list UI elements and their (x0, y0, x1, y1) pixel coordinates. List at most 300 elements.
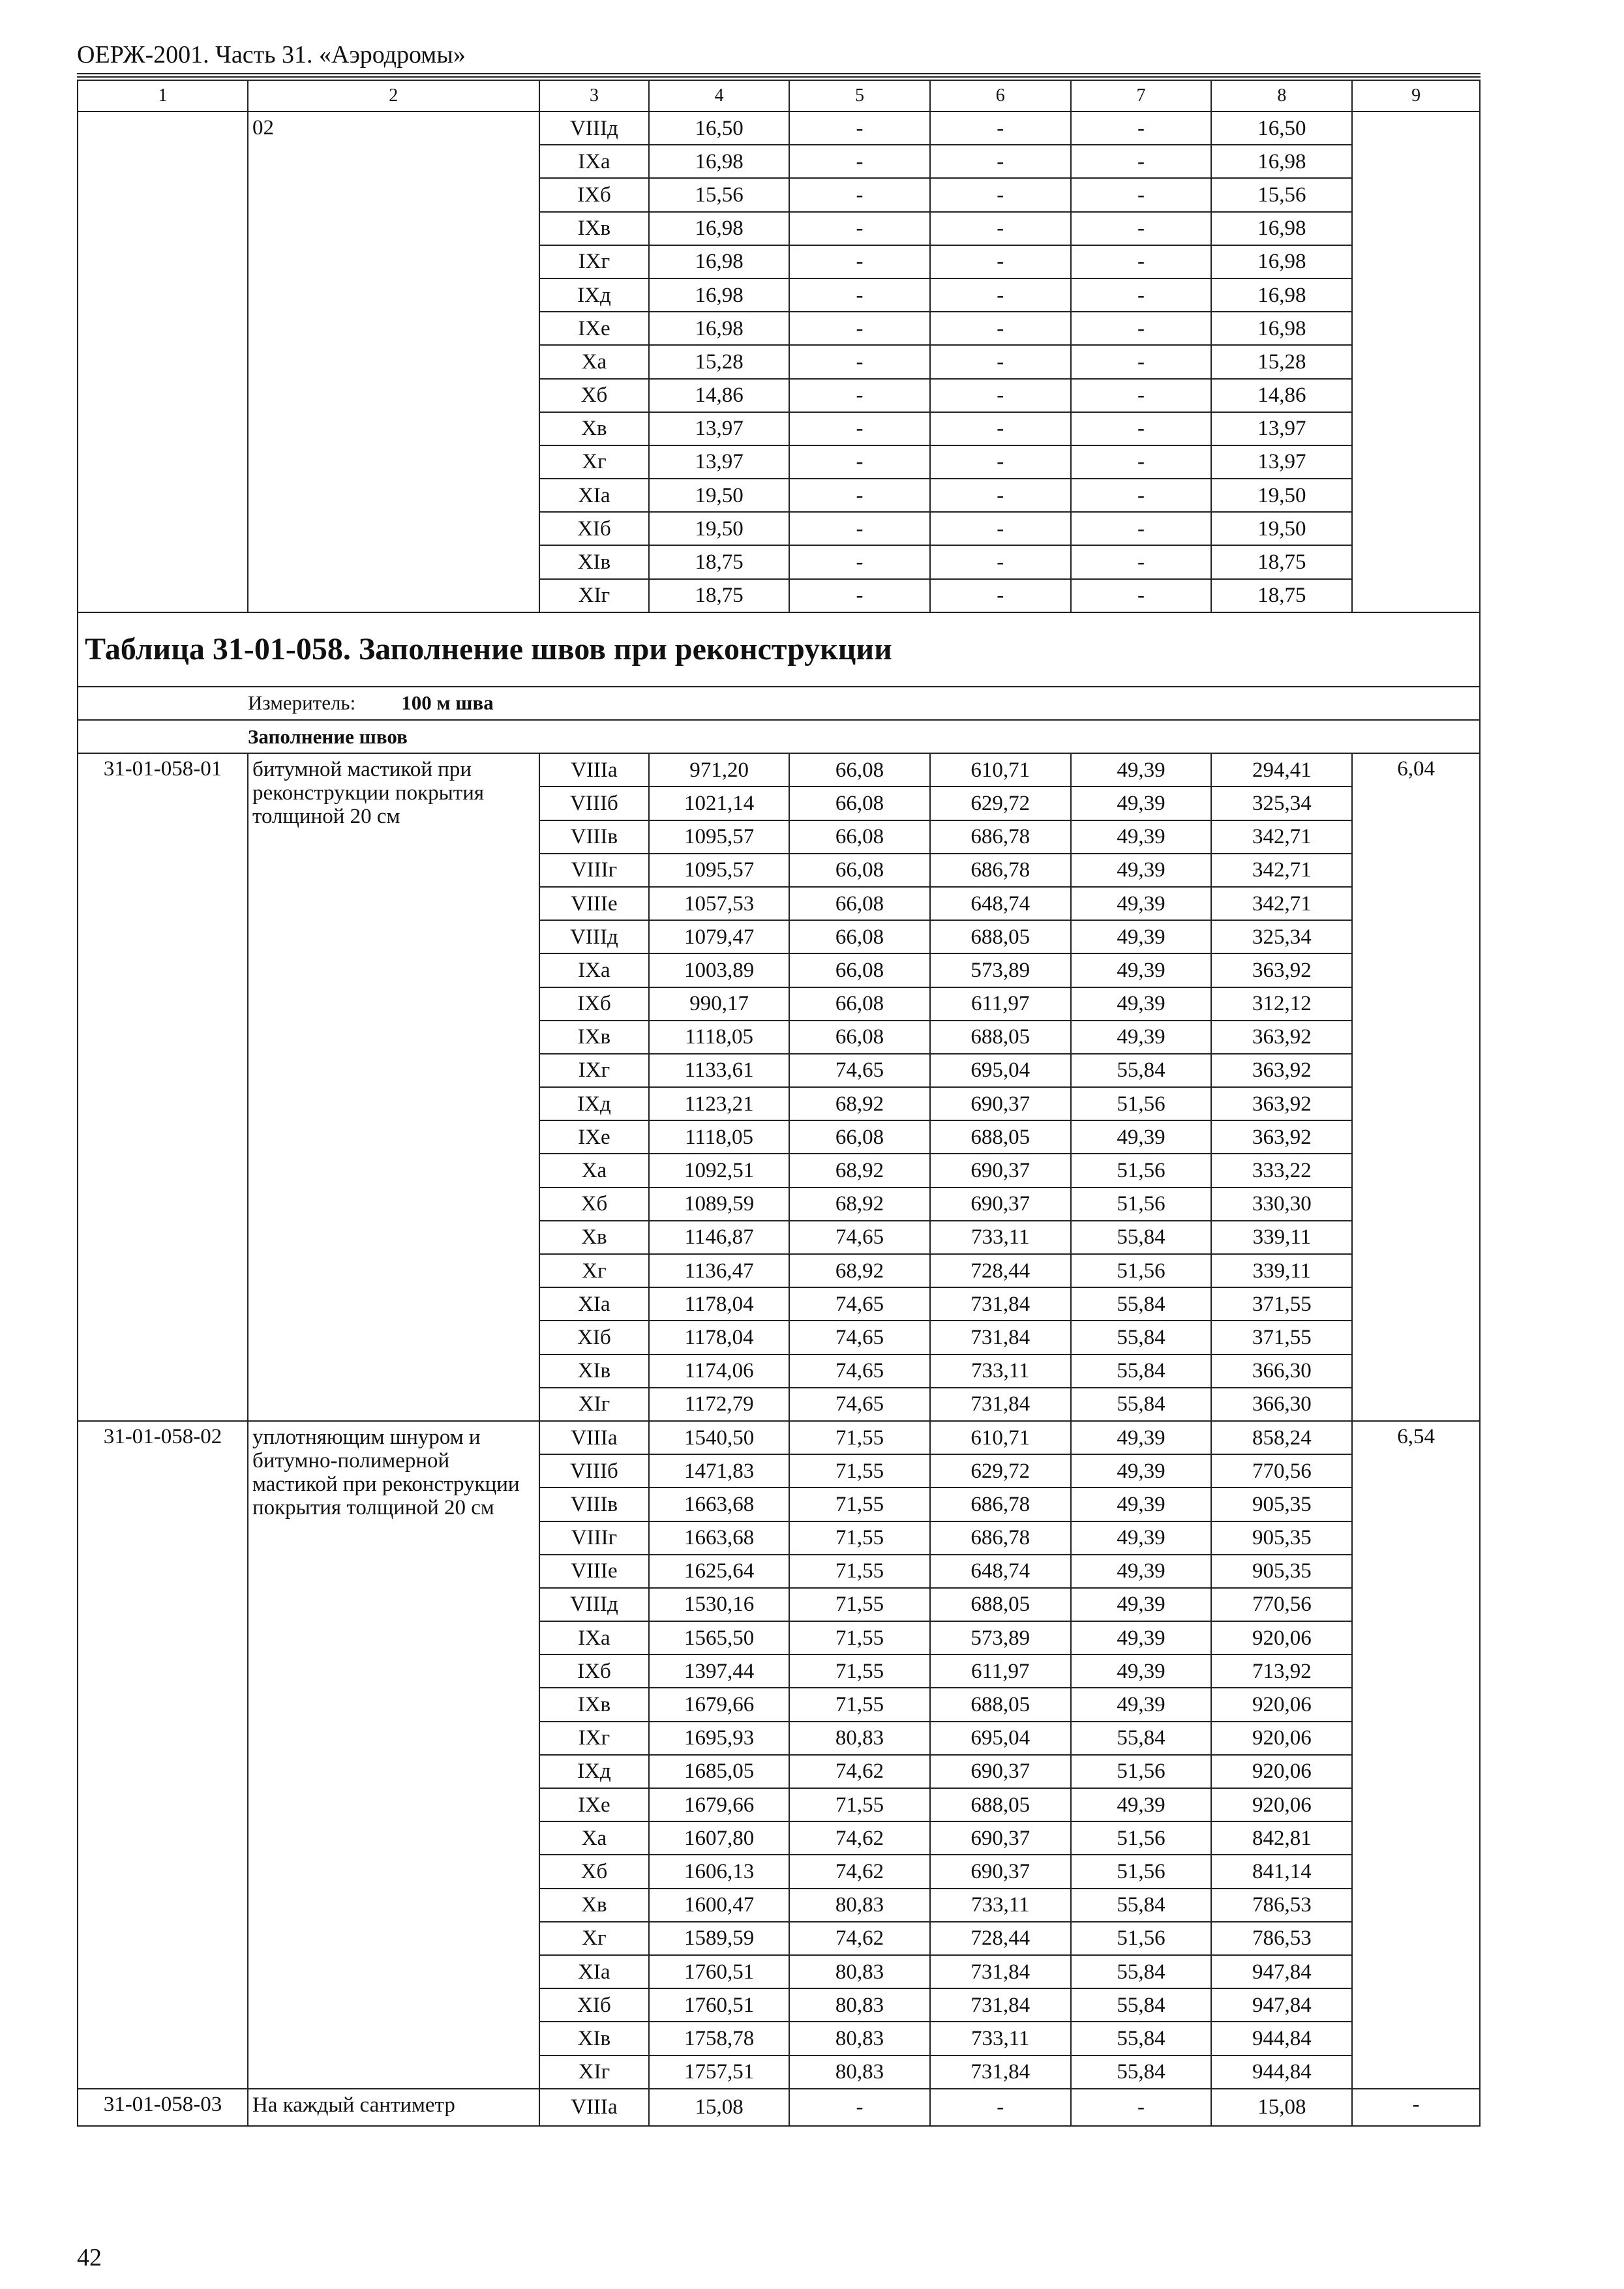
zone-cell: IXa (539, 1621, 650, 1654)
value-cell: - (789, 278, 930, 312)
value-cell: 16,98 (649, 145, 789, 178)
zone-cell: Xa (539, 345, 650, 378)
value-cell: 1003,89 (649, 953, 789, 987)
measure-cell (78, 687, 1480, 720)
rate-code: 31-01-058-03 (78, 2089, 248, 2126)
value-cell: 841,14 (1211, 1855, 1352, 1888)
value-cell: 55,84 (1071, 1321, 1212, 1354)
value-cell: 363,92 (1211, 1021, 1352, 1054)
zone-cell: VIIIв (539, 820, 650, 854)
value-cell: 688,05 (930, 1788, 1071, 1821)
value-cell: 51,56 (1071, 1154, 1212, 1187)
value-cell: 66,08 (789, 786, 930, 820)
zone-cell: VIIIe (539, 887, 650, 920)
value-cell: 80,83 (789, 1722, 930, 1755)
rate-code: 31-01-058-02 (78, 1421, 248, 2089)
value-cell: 16,98 (1211, 145, 1352, 178)
value-cell: 49,39 (1071, 1555, 1212, 1588)
value-cell: 13,97 (649, 412, 789, 445)
value-cell: 49,39 (1071, 1688, 1212, 1721)
value-cell: 71,55 (789, 1555, 930, 1588)
value-cell: 14,86 (649, 379, 789, 412)
header-rule (77, 73, 1481, 74)
value-cell: - (789, 212, 930, 245)
zone-cell: VIIIб (539, 1454, 650, 1488)
zone-cell: VIIIe (539, 1555, 650, 1588)
value-cell: - (1071, 345, 1212, 378)
value-cell: 49,39 (1071, 953, 1212, 987)
value-cell: 330,30 (1211, 1188, 1352, 1221)
value-cell: 74,65 (789, 1321, 930, 1354)
column-number: 7 (1071, 80, 1212, 112)
value-cell: 733,11 (930, 1354, 1071, 1388)
section-row (78, 720, 1480, 753)
rate-code: 31-01-058-01 (78, 753, 248, 1421)
value-cell: 713,92 (1211, 1654, 1352, 1688)
zone-cell: IXв (539, 1021, 650, 1054)
value-cell: - (789, 345, 930, 378)
value-cell: - (1071, 312, 1212, 345)
value-cell: - (789, 379, 930, 412)
value-cell: 49,39 (1071, 1120, 1212, 1154)
value-cell: 363,92 (1211, 1087, 1352, 1120)
value-cell: 686,78 (930, 820, 1071, 854)
value-cell: - (789, 545, 930, 578)
value-cell: 731,84 (930, 1955, 1071, 1988)
value-cell: 947,84 (1211, 1955, 1352, 1988)
value-cell: 51,56 (1071, 1087, 1212, 1120)
value-cell: 80,83 (789, 2022, 930, 2055)
value-cell: 786,53 (1211, 1922, 1352, 1955)
column-number: 6 (930, 80, 1071, 112)
value-cell: 49,39 (1071, 1521, 1212, 1555)
value-cell: 1607,80 (649, 1821, 789, 1855)
value-cell: - (1071, 112, 1212, 145)
value-cell: 51,56 (1071, 1821, 1212, 1855)
value-cell: 371,55 (1211, 1287, 1352, 1321)
value-cell: 68,92 (789, 1087, 930, 1120)
value-cell: 18,75 (649, 579, 789, 612)
zone-cell: IXг (539, 1722, 650, 1755)
zone-cell: Xa (539, 1821, 650, 1855)
value-cell: 66,08 (789, 854, 930, 887)
value-cell: 13,97 (649, 445, 789, 479)
value-cell: - (930, 345, 1071, 378)
rates-table (77, 80, 1481, 2127)
value-cell: 71,55 (789, 1588, 930, 1621)
value-cell: 18,75 (649, 545, 789, 578)
value-cell: 49,39 (1071, 1454, 1212, 1488)
value-cell: 688,05 (930, 920, 1071, 953)
value-cell: 49,39 (1071, 753, 1212, 786)
value-cell: 731,84 (930, 1321, 1071, 1354)
zone-cell: VIIIв (539, 1488, 650, 1521)
zone-cell: Xб (539, 1855, 650, 1888)
value-cell: 49,39 (1071, 1654, 1212, 1688)
table-row (78, 1421, 1480, 1454)
value-cell: - (930, 379, 1071, 412)
value-cell: 363,92 (1211, 1120, 1352, 1154)
value-cell: 16,98 (1211, 312, 1352, 345)
value-cell: 371,55 (1211, 1321, 1352, 1354)
value-cell: 1663,68 (649, 1521, 789, 1555)
value-cell: 16,50 (649, 112, 789, 145)
value-cell: 920,06 (1211, 1755, 1352, 1788)
value-cell: - (1071, 545, 1212, 578)
value-cell: 648,74 (930, 887, 1071, 920)
value-cell: 1057,53 (649, 887, 789, 920)
value-cell: 66,08 (789, 753, 930, 786)
value-cell: 1092,51 (649, 1154, 789, 1187)
zone-cell: Xг (539, 1922, 650, 1955)
zone-cell: VIIIa (539, 1421, 650, 1454)
zone-cell: VIIIa (539, 753, 650, 786)
zone-cell: IXд (539, 1087, 650, 1120)
value-cell: 66,08 (789, 1021, 930, 1054)
value-cell: - (1071, 278, 1212, 312)
zone-cell: IXб (539, 987, 650, 1021)
value-cell: 1021,14 (649, 786, 789, 820)
zone-cell: VIIIг (539, 1521, 650, 1555)
value-cell: 363,92 (1211, 953, 1352, 987)
value-cell: - (1071, 579, 1212, 612)
value-cell: 733,11 (930, 2022, 1071, 2055)
value-cell: 19,50 (1211, 512, 1352, 545)
value-cell: 49,39 (1071, 887, 1212, 920)
zone-cell: XIв (539, 2022, 650, 2055)
value-cell: 71,55 (789, 1454, 930, 1488)
zone-cell: Xб (539, 379, 650, 412)
section-heading: Заполнение швов (78, 720, 1480, 753)
value-cell: - (789, 178, 930, 211)
zone-cell: VIIIд (539, 112, 650, 145)
value-cell: 1663,68 (649, 1488, 789, 1521)
value-cell: 55,84 (1071, 1388, 1212, 1421)
value-cell: 648,74 (930, 1555, 1071, 1588)
page-header: ОЕРЖ-2001. Часть 31. «Аэродромы» (77, 41, 466, 68)
value-cell: 14,86 (1211, 379, 1352, 412)
value-cell: 1695,93 (649, 1722, 789, 1755)
value-cell: - (1071, 445, 1212, 479)
value-cell: 1606,13 (649, 1855, 789, 1888)
value-cell: - (789, 445, 930, 479)
value-cell: 920,06 (1211, 1621, 1352, 1654)
value-cell: 690,37 (930, 1087, 1071, 1120)
column-number: 1 (78, 80, 248, 112)
value-cell: 339,11 (1211, 1221, 1352, 1254)
value-cell: - (930, 579, 1071, 612)
value-cell: 13,97 (1211, 445, 1352, 479)
value-cell: 49,39 (1071, 1588, 1212, 1621)
value-cell: - (1071, 512, 1212, 545)
zone-cell: IXa (539, 145, 650, 178)
zone-cell: XIб (539, 512, 650, 545)
value-cell: 49,39 (1071, 1621, 1212, 1654)
value-cell: 15,56 (1211, 178, 1352, 211)
value-cell: 342,71 (1211, 854, 1352, 887)
value-cell: - (930, 245, 1071, 278)
value-cell: - (1071, 412, 1212, 445)
value-cell: 1118,05 (649, 1120, 789, 1154)
value-cell: 333,22 (1211, 1154, 1352, 1187)
value-cell: 51,56 (1071, 1254, 1212, 1287)
rate-code (78, 112, 248, 612)
value-cell: - (930, 312, 1071, 345)
zone-cell: XIa (539, 1287, 650, 1321)
value-cell: 71,55 (789, 1488, 930, 1521)
value-cell: 695,04 (930, 1054, 1071, 1087)
value-cell: - (930, 445, 1071, 479)
value-cell: 690,37 (930, 1154, 1071, 1187)
table-title-row (78, 612, 1480, 687)
zone-cell: IXe (539, 1120, 650, 1154)
value-cell: 55,84 (1071, 1988, 1212, 2022)
value-cell: 49,39 (1071, 820, 1212, 854)
rate-description: 02 (248, 112, 539, 612)
value-cell: 49,39 (1071, 920, 1212, 953)
value-cell: 731,84 (930, 1988, 1071, 2022)
value-cell: 611,97 (930, 1654, 1071, 1688)
column-number: 5 (789, 80, 930, 112)
table-row (78, 753, 1480, 786)
value-cell: 1600,47 (649, 1889, 789, 1922)
value-cell: 16,98 (1211, 212, 1352, 245)
value-cell: - (930, 412, 1071, 445)
value-cell: 611,97 (930, 987, 1071, 1021)
value-cell: 80,83 (789, 1988, 930, 2022)
value-cell: 1146,87 (649, 1221, 789, 1254)
table-title: Таблица 31-01-058. Заполнение швов при реконструкции (78, 612, 1480, 687)
value-cell: 19,50 (1211, 479, 1352, 512)
value-cell: 770,56 (1211, 1588, 1352, 1621)
value-cell: - (1071, 245, 1212, 278)
value-cell: 686,78 (930, 854, 1071, 887)
value-cell: 55,84 (1071, 2056, 1212, 2089)
value-cell: - (789, 512, 930, 545)
value-cell: 1174,06 (649, 1354, 789, 1388)
value-cell: 66,08 (789, 820, 930, 854)
zone-cell: IXe (539, 1788, 650, 1821)
value-cell: 49,39 (1071, 854, 1212, 887)
value-cell: 1679,66 (649, 1688, 789, 1721)
value-cell: 55,84 (1071, 1722, 1212, 1755)
measure-label: Измеритель: (248, 691, 356, 715)
value-cell: 731,84 (930, 1388, 1071, 1421)
value-cell: 55,84 (1071, 1287, 1212, 1321)
zone-cell: Xв (539, 412, 650, 445)
value-cell: 49,39 (1071, 987, 1212, 1021)
value-cell: 16,50 (1211, 112, 1352, 145)
labor-cost-cell: 6,54 (1352, 1421, 1480, 2089)
value-cell: 66,08 (789, 1120, 930, 1154)
value-cell: - (789, 245, 930, 278)
value-cell: 74,65 (789, 1221, 930, 1254)
value-cell: 51,56 (1071, 1922, 1212, 1955)
value-cell: 71,55 (789, 1654, 930, 1688)
value-cell: 15,28 (649, 345, 789, 378)
value-cell: 294,41 (1211, 753, 1352, 786)
column-number: 4 (649, 80, 789, 112)
value-cell: 688,05 (930, 1120, 1071, 1154)
zone-cell: VIIIг (539, 854, 650, 887)
zone-cell: IXe (539, 312, 650, 345)
value-cell: 731,84 (930, 1287, 1071, 1321)
value-cell: 1471,83 (649, 1454, 789, 1488)
value-cell: 1760,51 (649, 1955, 789, 1988)
value-cell: 1133,61 (649, 1054, 789, 1087)
zone-cell: IXг (539, 1054, 650, 1087)
value-cell: 71,55 (789, 1621, 930, 1654)
zone-cell: IXa (539, 953, 650, 987)
value-cell: 905,35 (1211, 1521, 1352, 1555)
value-cell: 1178,04 (649, 1321, 789, 1354)
zone-cell: XIб (539, 1988, 650, 2022)
value-cell: - (930, 545, 1071, 578)
value-cell: 15,08 (649, 2089, 789, 2126)
value-cell: 1589,59 (649, 1922, 789, 1955)
value-cell: - (1071, 379, 1212, 412)
zone-cell: Xв (539, 1221, 650, 1254)
value-cell: 1089,59 (649, 1188, 789, 1221)
value-cell: - (1071, 178, 1212, 211)
value-cell: - (930, 112, 1071, 145)
zone-cell: IXг (539, 245, 650, 278)
column-number: 9 (1352, 80, 1480, 112)
rate-description: На каждый сантиметр (248, 2089, 539, 2126)
value-cell: 688,05 (930, 1688, 1071, 1721)
value-cell: 728,44 (930, 1254, 1071, 1287)
zone-cell: XIa (539, 479, 650, 512)
value-cell: 858,24 (1211, 1421, 1352, 1454)
value-cell: 74,65 (789, 1388, 930, 1421)
value-cell: 786,53 (1211, 1889, 1352, 1922)
value-cell: 16,98 (649, 212, 789, 245)
value-cell: 971,20 (649, 753, 789, 786)
value-cell: 68,92 (789, 1154, 930, 1187)
labor-cost-cell (1352, 112, 1480, 612)
value-cell: 690,37 (930, 1821, 1071, 1855)
value-cell: 573,89 (930, 1621, 1071, 1654)
value-cell: 573,89 (930, 953, 1071, 987)
value-cell: 55,84 (1071, 1955, 1212, 1988)
value-cell: 80,83 (789, 1889, 930, 1922)
table-row (78, 2089, 1480, 2126)
value-cell: 1540,50 (649, 1421, 789, 1454)
table-row (78, 112, 1480, 145)
value-cell: 1679,66 (649, 1788, 789, 1821)
value-cell: 13,97 (1211, 412, 1352, 445)
value-cell: 733,11 (930, 1889, 1071, 1922)
value-cell: 905,35 (1211, 1555, 1352, 1588)
value-cell: 1095,57 (649, 854, 789, 887)
value-cell: 66,08 (789, 920, 930, 953)
column-number: 2 (248, 80, 539, 112)
value-cell: 15,28 (1211, 345, 1352, 378)
zone-cell: IXв (539, 212, 650, 245)
value-cell: 15,08 (1211, 2089, 1352, 2126)
zone-cell: XIб (539, 1321, 650, 1354)
value-cell: - (789, 479, 930, 512)
value-cell: 55,84 (1071, 1889, 1212, 1922)
value-cell: 55,84 (1071, 1354, 1212, 1388)
zone-cell: IXд (539, 1755, 650, 1788)
value-cell: 944,84 (1211, 2056, 1352, 2089)
value-cell: 55,84 (1071, 2022, 1212, 2055)
value-cell: 18,75 (1211, 579, 1352, 612)
value-cell: 80,83 (789, 2056, 930, 2089)
value-cell: - (1071, 2089, 1212, 2126)
value-cell: 51,56 (1071, 1855, 1212, 1888)
value-cell: 1136,47 (649, 1254, 789, 1287)
value-cell: - (1071, 479, 1212, 512)
value-cell: 74,65 (789, 1287, 930, 1321)
value-cell: - (930, 212, 1071, 245)
zone-cell: XIв (539, 1354, 650, 1388)
value-cell: 1178,04 (649, 1287, 789, 1321)
value-cell: 66,08 (789, 987, 930, 1021)
page-number: 42 (77, 2244, 102, 2271)
value-cell: - (789, 579, 930, 612)
value-cell: 1172,79 (649, 1388, 789, 1421)
value-cell: 16,98 (1211, 278, 1352, 312)
value-cell: - (930, 145, 1071, 178)
value-cell: 1123,21 (649, 1087, 789, 1120)
value-cell: 68,92 (789, 1254, 930, 1287)
value-cell: 16,98 (1211, 245, 1352, 278)
value-cell: 944,84 (1211, 2022, 1352, 2055)
value-cell: 947,84 (1211, 1988, 1352, 2022)
value-cell: 74,62 (789, 1821, 930, 1855)
column-number: 3 (539, 80, 650, 112)
value-cell: - (1071, 212, 1212, 245)
value-cell: 74,62 (789, 1755, 930, 1788)
value-cell: 1095,57 (649, 820, 789, 854)
measure-row (78, 687, 1480, 720)
value-cell: 690,37 (930, 1855, 1071, 1888)
value-cell: 74,62 (789, 1922, 930, 1955)
value-cell: 920,06 (1211, 1788, 1352, 1821)
value-cell: - (789, 412, 930, 445)
zone-cell: XIг (539, 1388, 650, 1421)
column-number-row (78, 80, 1480, 112)
value-cell: - (789, 2089, 930, 2126)
value-cell: 1397,44 (649, 1654, 789, 1688)
value-cell: 1760,51 (649, 1988, 789, 2022)
zone-cell: Xг (539, 1254, 650, 1287)
value-cell: 731,84 (930, 2056, 1071, 2089)
value-cell: 686,78 (930, 1521, 1071, 1555)
zone-cell: XIa (539, 1955, 650, 1988)
value-cell: 1758,78 (649, 2022, 789, 2055)
value-cell: 68,92 (789, 1188, 930, 1221)
value-cell: 49,39 (1071, 1788, 1212, 1821)
zone-cell: Xб (539, 1188, 650, 1221)
value-cell: 629,72 (930, 786, 1071, 820)
labor-cost-cell: - (1352, 2089, 1480, 2126)
value-cell: 1530,16 (649, 1588, 789, 1621)
zone-cell: Xг (539, 445, 650, 479)
value-cell: 49,39 (1071, 1021, 1212, 1054)
zone-cell: XIг (539, 579, 650, 612)
value-cell: 71,55 (789, 1421, 930, 1454)
value-cell: - (930, 2089, 1071, 2126)
value-cell: 920,06 (1211, 1722, 1352, 1755)
value-cell: 19,50 (649, 512, 789, 545)
rate-description: битумной мастикой при реконструкции покрытия толщиной 20 см (248, 753, 539, 1421)
value-cell: 770,56 (1211, 1454, 1352, 1488)
value-cell: 342,71 (1211, 887, 1352, 920)
value-cell: 688,05 (930, 1588, 1071, 1621)
